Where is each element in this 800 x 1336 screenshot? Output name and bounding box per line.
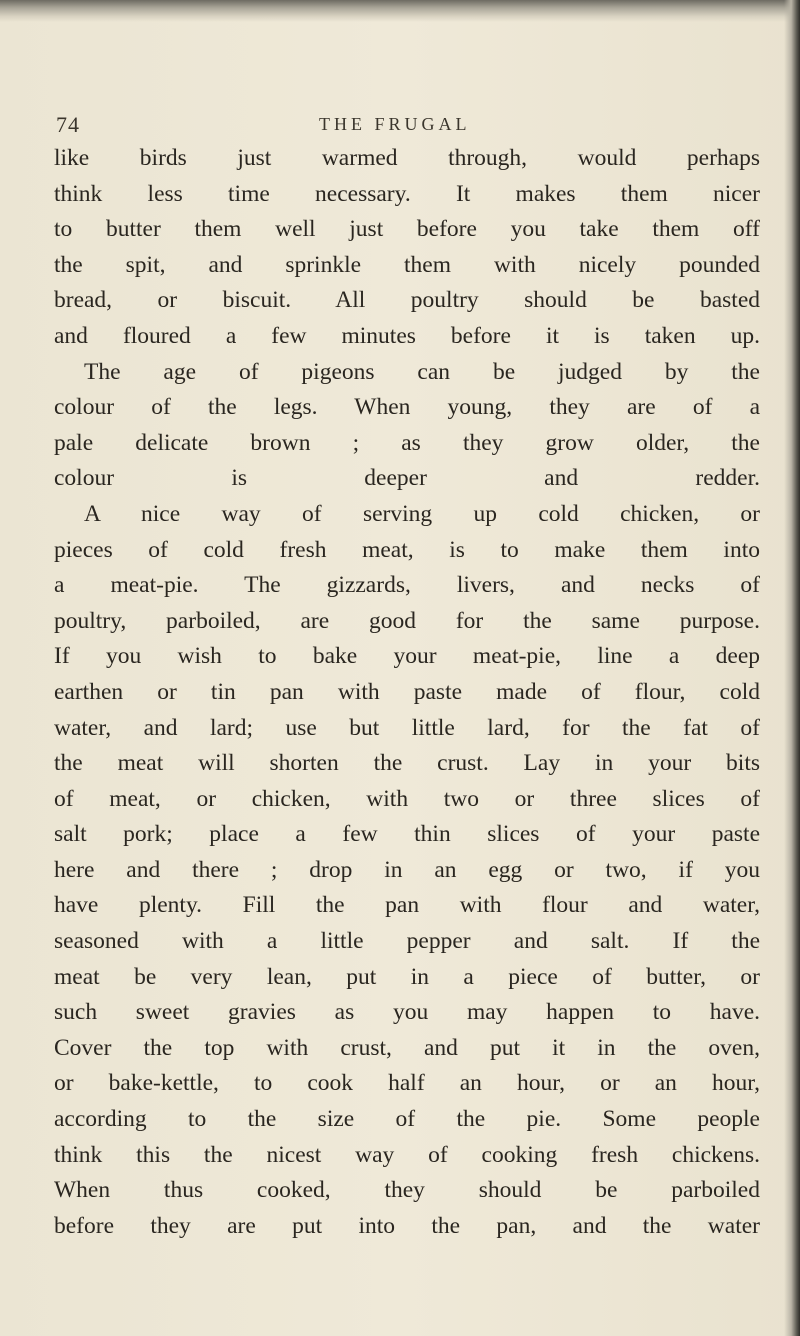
text-line: of meat, or chicken, with two or three slices of (54, 785, 760, 812)
text-line: Cover the top with crust, and put it in the oven, (54, 1034, 760, 1061)
text-line: a meat-pie. The gizzards, livers, and necks of (54, 572, 760, 599)
text-line: the spit, and sprinkle them with nicely pounded (54, 251, 760, 278)
page-binding-edge (784, 0, 800, 1336)
text-line: the meat will shorten the crust. Lay in your bits (54, 750, 760, 777)
text-line: have plenty. Fill the pan with flour and water, (54, 892, 760, 919)
body-text (54, 141, 760, 1244)
text-line: according to the size of the pie. Some people (54, 1106, 760, 1133)
text-line: such sweet gravies as you may happen to have. (54, 999, 760, 1026)
text-line: When thus cooked, they should be parboiled (54, 1177, 760, 1204)
text-line: water, and lard; use but little lard, for the fat of (54, 714, 760, 741)
text-line: bread, or biscuit. All poultry should be basted (54, 287, 760, 314)
text-line: or bake-kettle, to cook half an hour, or an hour, (54, 1070, 760, 1097)
text-line: think less time necessary. It makes them nicer (54, 180, 760, 207)
text-line: meat be very lean, put in a piece of butter, or (54, 963, 760, 990)
running-title: THE FRUGAL (319, 114, 471, 134)
text-line: A nice way of serving up cold chicken, or (84, 500, 760, 527)
text-line: pale delicate brown ; as they grow older, the (54, 429, 760, 456)
text-line: earthen or tin pan with paste made of flour, cold (54, 678, 760, 705)
text-line: If you wish to bake your meat-pie, line a deep (54, 643, 760, 670)
text-line: colour of the legs. When young, they are of a (54, 394, 760, 421)
text-line: before they are put into the pan, and the water (54, 1212, 760, 1239)
text-line: pieces of cold fresh meat, is to make them into (54, 536, 760, 563)
text-line: like birds just warmed through, would perhaps (54, 145, 760, 171)
text-line: and floured a few minutes before it is taken up. (54, 322, 760, 349)
text-line: to butter them well just before you take them off (54, 216, 760, 243)
text-line: poultry, parboiled, are good for the same purpose. (54, 607, 760, 634)
text-line: The age of pigeons can be judged by the (84, 358, 760, 385)
running-head (56, 112, 756, 142)
text-line: here and there ; drop in an egg or two, if you (54, 856, 760, 883)
text-line: think this the nicest way of cooking fresh chickens. (54, 1141, 760, 1168)
text-line: salt pork; place a few thin slices of your paste (54, 821, 760, 848)
text-line: colour is deeper and redder. (54, 465, 760, 492)
page-number: 74 (56, 112, 80, 137)
text-line: seasoned with a little pepper and salt. If the (54, 928, 760, 955)
page-top-shadow (0, 0, 800, 22)
